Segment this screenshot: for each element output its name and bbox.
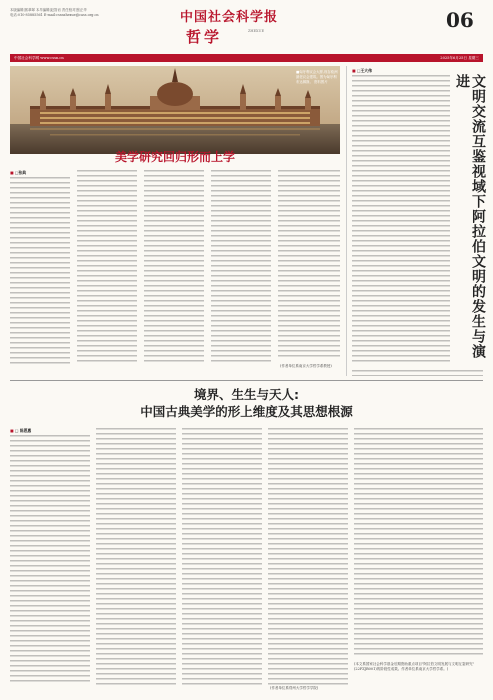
contact-line: 电话:010-85885561 E-mail:cssnzhexue@cass.org.cn bbox=[10, 13, 99, 17]
headline-line-2: 中国古典美学的形上维度及其思想根源 bbox=[140, 404, 353, 419]
article-column bbox=[352, 75, 450, 365]
header-bar bbox=[10, 54, 483, 62]
article-column bbox=[182, 428, 262, 685]
headline-line-1: 境界、生生与天人: bbox=[194, 387, 299, 402]
parliament-photo bbox=[10, 66, 340, 154]
article-column bbox=[278, 170, 340, 360]
page-number: 06 bbox=[446, 8, 474, 32]
author-tag: ■ □张典 bbox=[10, 170, 26, 176]
article-headline-aesthetics: 美学研究回归形而上学 bbox=[114, 150, 235, 164]
author-note: (作者单位系南京大学哲学系教授) bbox=[280, 364, 332, 368]
footnote: (本文系国家社会科学基金后期资助重点项目"阿拉伯文明发展与文明互鉴研究"(22FZJB001)的阶段性成果。作者单位系南京大学哲学系。) bbox=[354, 662, 475, 671]
section-divider bbox=[10, 380, 483, 381]
parliament-image bbox=[10, 66, 340, 154]
article-column bbox=[352, 370, 483, 376]
article-column bbox=[144, 170, 204, 365]
section-title: 哲学 bbox=[186, 28, 223, 46]
column-divider bbox=[346, 66, 347, 376]
website-label[interactable]: 中国社会科学网 www.cssn.cn bbox=[14, 56, 64, 60]
editor-line: 本版编辑|郭翠翠 本早编辑|赵智岩 责任校对|张正华 bbox=[10, 8, 87, 12]
article-column bbox=[211, 170, 271, 365]
section-subtitle: ZHEXUE bbox=[248, 29, 265, 33]
article-column bbox=[354, 428, 483, 656]
photo-caption: ■匈牙利议会大厦,现存欧洲最老议会建筑。图为匈牙利布达佩斯。 资料图片 bbox=[296, 70, 338, 84]
article-column bbox=[10, 435, 90, 685]
author-tag: ■ □ 陈恩惠 bbox=[10, 428, 31, 434]
article-headline-classical bbox=[10, 386, 483, 420]
newspaper-masthead: 中国社会科学报 bbox=[180, 10, 279, 25]
vertical-article-title: 文明交流互鉴视域下阿拉伯文明的发生与演进 bbox=[454, 74, 486, 359]
article-column bbox=[96, 428, 176, 685]
author-tag: ■ □王大伟 bbox=[352, 68, 372, 74]
article-column bbox=[10, 177, 70, 365]
author-note: (作者单位系郑州大学哲学学院) bbox=[270, 686, 319, 690]
article-column bbox=[77, 170, 137, 365]
article-column bbox=[268, 428, 348, 685]
editor-info bbox=[10, 8, 130, 18]
date-label: 2025年6月25日 星期三 bbox=[440, 56, 479, 60]
